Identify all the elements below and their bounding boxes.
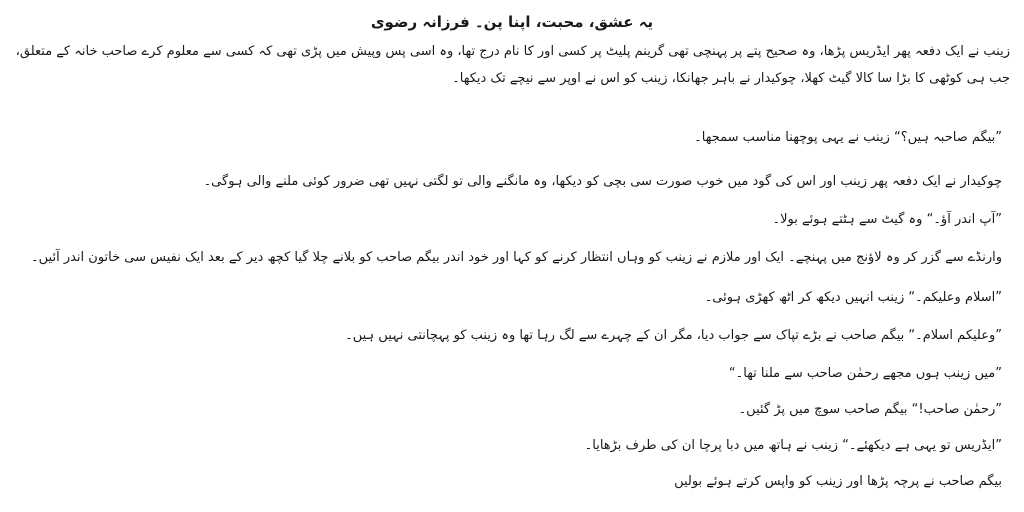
paragraph: ”ایڈریس تو یہی ہے دیکھئے۔“ زینب نے ہاتھ میں دبا پرچا ان کی طرف بڑھایا۔: [584, 438, 1002, 453]
paragraph: ”رحمٰن صاحب!“ بیگم صاحب سوچ میں پڑ گئیں۔: [738, 402, 1002, 417]
paragraph: وارنڈے سے گزر کر وہ لاؤنج میں پہنچے۔ ایک اور ملازم نے زینب کو وہاں انتظار کرنے کو کہا اور خود اندر بیگم صاحب کو بلانے چلا گیا کچھ دیر کے بعد ایک نفیس سی خاتون اندر آئیں۔: [31, 250, 1002, 265]
paragraph: ”آپ اندر آؤ۔“ وہ گیٹ سے ہٹتے ہوئے بولا۔: [772, 212, 1002, 227]
paragraph: ”اسلام وعلیکم۔“ زینب انہیں دیکھ کر اٹھ کھڑی ہوئی۔: [704, 290, 1002, 305]
paragraph: زینب نے ایک دفعہ پھر ایڈریس پڑھا، وہ صحیح پتے پر پہنچی تھی گرینم پلیٹ پر کسی اور کا نام درج تھا، وہ اسی پس وپیش میں پڑی تھی کہ کسی سے معلوم کرے صاحب خانہ کے متعلق، جب ہی کوٹھی کا بڑا سا کالا گیٹ کھلا، چوکیدار نے باہر جھانکا، زینب کو اس نے اوپر سے نیچے تک دیکھا۔: [15, 44, 1010, 86]
paragraph: ”وعلیکم اسلام۔“ بیگم صاحب نے بڑے تپاک سے جواب دیا، مگر ان کے چہرے سے لگ رہا تھا وہ زینب کو پہچانتی نہیں ہیں۔: [345, 328, 1002, 343]
paragraph: بیگم صاحب نے پرچہ پڑھا اور زینب کو واپس کرتے ہوئے بولیں: [674, 474, 1002, 489]
paragraph: ”میں زینب ہوں مجھے رحمٰن صاحب سے ملنا تھا۔“: [728, 366, 1002, 381]
paragraph: چوکیدار نے ایک دفعہ پھر زینب اور اس کی گود میں خوب صورت سی بچی کو دیکھا، وہ مانگنے والی تو لگتی نہیں تھی ضرور کوئی ملنے والی ہوگی۔: [203, 174, 1002, 189]
story-title: یہ عشق، محبت، اپنا پن۔ فرزانہ رضوی: [370, 13, 654, 31]
paragraph: ”بیگم صاحبہ ہیں؟“ زینب نے یہی پوچھنا مناسب سمجھا۔: [694, 130, 1002, 145]
